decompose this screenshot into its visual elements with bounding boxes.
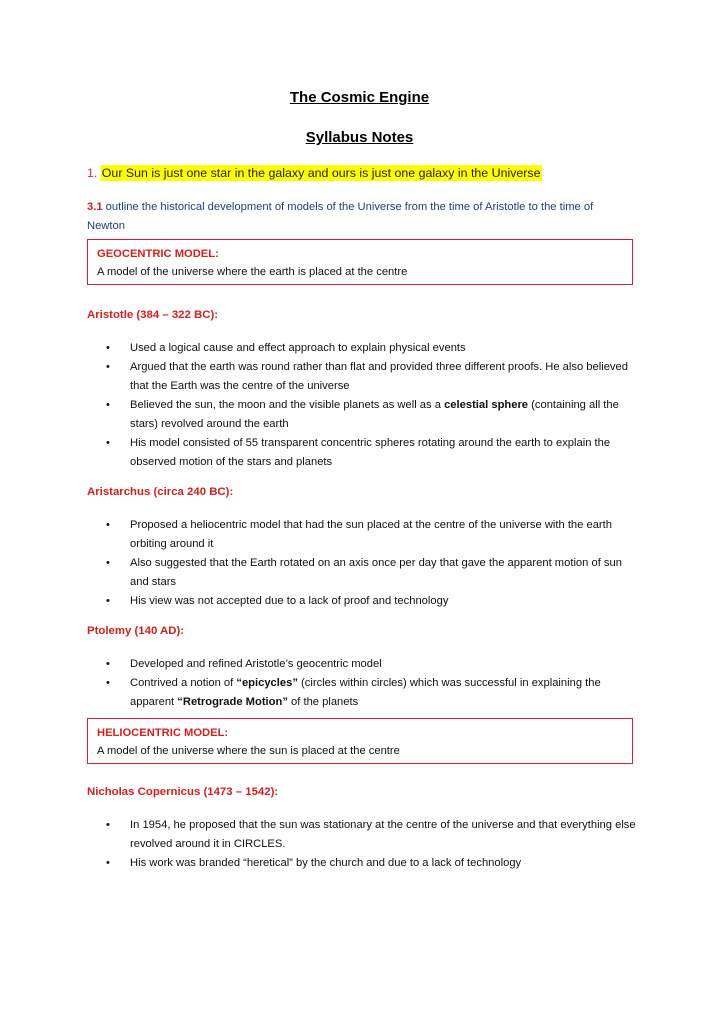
outcome-code: 3.1 xyxy=(87,201,103,213)
definition-title: GEOCENTRIC MODEL: xyxy=(97,248,219,260)
list-item-text: Argued that the earth was round rather than flat and provided three different proofs. He also believed that the Earth was the centre of the universe xyxy=(130,361,628,392)
bullet-icon: • xyxy=(106,595,110,607)
list-item-bold: celestial sphere xyxy=(444,399,529,411)
section-heading xyxy=(87,166,542,180)
definition-title: HELIOCENTRIC MODEL: xyxy=(97,727,229,739)
heliocentric-definition-box xyxy=(87,718,633,764)
list-item-text: Also suggested that the Earth rotated on an axis once per day that gave the apparent motion of sun and stars xyxy=(130,557,622,588)
heading-aristarchus: Aristarchus (circa 240 BC): xyxy=(87,486,234,498)
bullet-icon: • xyxy=(106,857,110,869)
list-item xyxy=(106,339,636,358)
bullet-icon: • xyxy=(106,399,110,411)
bullet-icon: • xyxy=(106,819,110,831)
heading-ptolemy: Ptolemy (140 AD): xyxy=(87,625,185,637)
list-item-text: His work was branded “heretical” by the church and due to a lack of technology xyxy=(130,857,522,869)
bullet-icon: • xyxy=(106,519,110,531)
aristarchus-list xyxy=(106,516,636,611)
list-item xyxy=(106,674,636,712)
list-item-text: (containing all the stars) revolved around the earth xyxy=(130,399,619,430)
list-item-text: Contrived a notion of xyxy=(130,677,237,689)
ptolemy-list xyxy=(106,655,636,712)
list-item xyxy=(106,854,636,873)
list-item-text: of the planets xyxy=(287,696,359,708)
definition-text: A model of the universe where the earth is placed at the centre xyxy=(97,266,408,278)
list-item xyxy=(106,358,636,396)
page-title: The Cosmic Engine xyxy=(289,89,430,106)
list-item xyxy=(106,816,636,854)
list-item-text: His model consisted of 55 transparent concentric spheres rotating around the earth to explain the observed motion of the stars and planets xyxy=(130,437,611,468)
bullet-icon: • xyxy=(106,557,110,569)
bullet-icon: • xyxy=(106,361,110,373)
list-item-text: His view was not accepted due to a lack of proof and technology xyxy=(130,595,449,607)
list-item xyxy=(106,554,636,592)
definition-text: A model of the universe where the sun is placed at the centre xyxy=(97,745,400,757)
section-number: 1. xyxy=(87,166,98,180)
list-item xyxy=(106,655,636,674)
copernicus-list xyxy=(106,816,636,873)
page-subtitle: Syllabus Notes xyxy=(305,129,414,146)
list-item xyxy=(106,434,636,472)
heading-aristotle: Aristotle (384 – 322 BC): xyxy=(87,309,219,321)
list-item-text: Believed the sun, the moon and the visible planets as well as a xyxy=(130,399,445,411)
outcome-text: outline the historical development of models of the Universe from the time of Aristotle to the time of Newton xyxy=(87,201,594,232)
aristotle-list xyxy=(106,339,636,472)
list-item-text: Used a logical cause and effect approach to explain physical events xyxy=(130,342,466,354)
list-item-text: In 1954, he proposed that the sun was stationary at the centre of the universe and that everything else revolved around it in CIRCLES. xyxy=(130,819,636,850)
bullet-icon: • xyxy=(106,342,110,354)
geocentric-definition-box xyxy=(87,239,633,285)
heading-copernicus: Nicholas Copernicus (1473 – 1542): xyxy=(87,786,279,798)
list-item-bold: “Retrograde Motion” xyxy=(177,696,288,708)
list-item-bold: “epicycles” xyxy=(236,677,298,689)
list-item xyxy=(106,396,636,434)
bullet-icon: • xyxy=(106,677,110,689)
list-item-text: Proposed a heliocentric model that had the sun placed at the centre of the universe with the earth orbiting around it xyxy=(130,519,612,550)
bullet-icon: • xyxy=(106,437,110,449)
list-item-text: (circles within circles) which was successful in explaining the apparent xyxy=(130,677,601,708)
section-heading-text: Our Sun is just one star in the galaxy and ours is just one galaxy in the Universe xyxy=(101,166,541,180)
list-item xyxy=(106,516,636,554)
list-item-text: Developed and refined Aristotle’s geocentric model xyxy=(130,658,382,670)
list-item xyxy=(106,592,636,611)
syllabus-outcome xyxy=(87,198,632,236)
bullet-icon: • xyxy=(106,658,110,670)
